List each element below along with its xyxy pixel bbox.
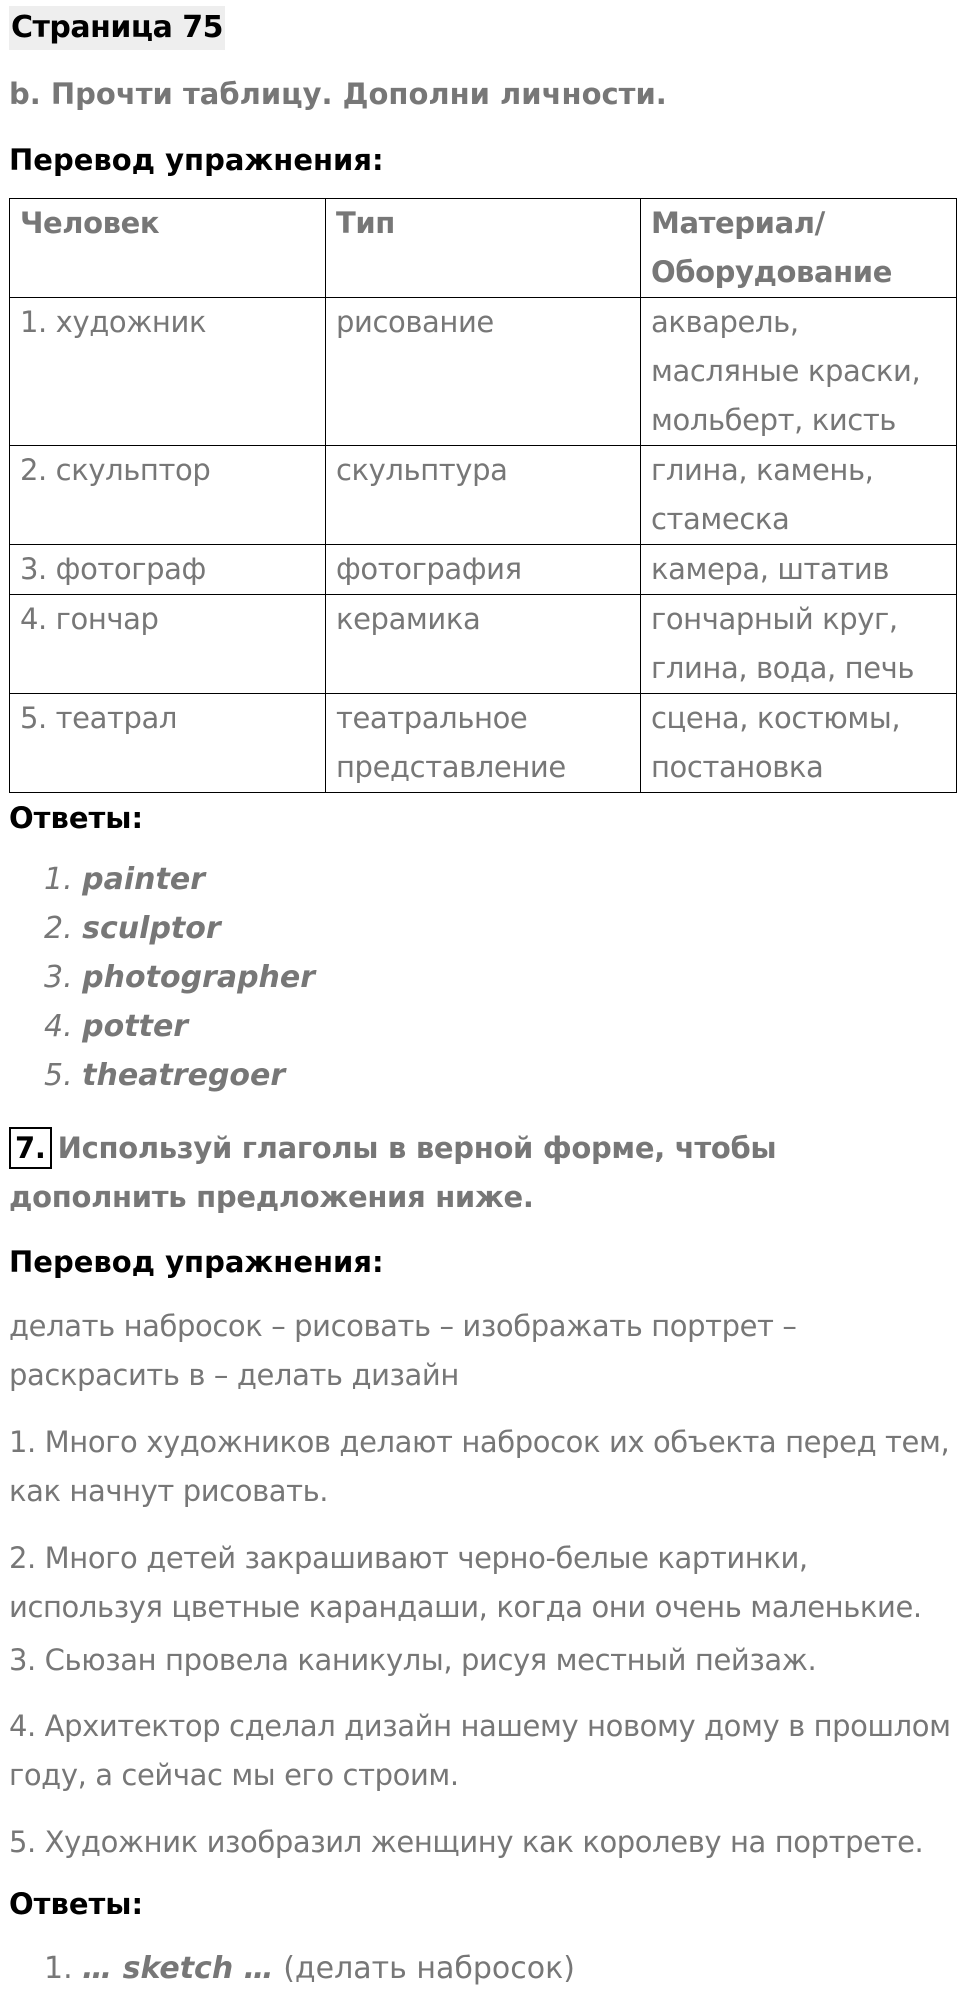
exercise-7-word-list: делать набросок – рисовать – изображать портрет – раскрасить в – делать дизайн xyxy=(9,1309,797,1392)
answer-keyword: … sketch … xyxy=(82,1951,274,1986)
table-row xyxy=(10,694,957,793)
answer-number: 1. xyxy=(44,1951,73,1986)
exercise-7-translation-label: Перевод упражнения: xyxy=(9,1245,384,1279)
list-item xyxy=(44,855,315,904)
answer-word: sculptor xyxy=(82,911,221,946)
answer-note: (делать набросок) xyxy=(283,1951,575,1986)
exercise-7-sentence: 1. Много художников делают набросок их объекта перед тем, как начнут рисовать. xyxy=(9,1425,950,1508)
list-item xyxy=(44,953,315,1002)
table-cell: 4. гончар xyxy=(10,595,326,694)
exercise-number-badge: 7. xyxy=(9,1127,52,1169)
exercise-7-sentence: 5. Художник изобразил женщину как королеву на портрете. xyxy=(9,1825,924,1859)
exercise-b-answers-list xyxy=(44,855,315,1100)
professions-table xyxy=(9,198,957,793)
table-cell: театральное представление xyxy=(326,694,641,793)
table-cell: акварель, масляные краски, мольберт, кисть xyxy=(641,298,957,446)
list-item xyxy=(44,1051,315,1100)
table-cell: глина, камень, стамеска xyxy=(641,446,957,545)
table-cell: керамика xyxy=(326,595,641,694)
answer-number: 3. xyxy=(44,960,73,995)
answer-word: painter xyxy=(82,862,206,897)
answer-word: potter xyxy=(82,1009,189,1044)
table-cell: 3. фотограф xyxy=(10,545,326,595)
exercise-b-translation-label: Перевод упражнения: xyxy=(9,143,384,177)
table-header-cell: Материал/ Оборудование xyxy=(641,199,957,298)
table-cell: 2. скульптор xyxy=(10,446,326,545)
table-cell: сцена, костюмы, постановка xyxy=(641,694,957,793)
exercise-7-first-answer xyxy=(44,1944,575,1993)
answer-number: 4. xyxy=(44,1009,73,1044)
answer-number: 2. xyxy=(44,911,73,946)
answer-number: 1. xyxy=(44,862,73,897)
list-item xyxy=(44,1002,315,1051)
answer-number: 5. xyxy=(44,1058,73,1093)
table-row xyxy=(10,446,957,545)
table-row xyxy=(10,595,957,694)
table-row xyxy=(10,545,957,595)
table-header-cell: Тип xyxy=(326,199,641,298)
table-cell: 1. художник xyxy=(10,298,326,446)
list-item xyxy=(44,904,315,953)
answer-word: photographer xyxy=(82,960,316,995)
table-cell: фотография xyxy=(326,545,641,595)
answer-word: theatregoer xyxy=(82,1058,286,1093)
exercise-b-title: b. Прочти таблицу. Дополни личности. xyxy=(9,77,667,111)
table-cell: камера, штатив xyxy=(641,545,957,595)
page-title: Страница 75 xyxy=(9,6,225,50)
exercise-7-answers-label: Ответы: xyxy=(9,1887,144,1921)
table-cell: скульптура xyxy=(326,446,641,545)
table-header-row xyxy=(10,199,957,298)
table-cell: рисование xyxy=(326,298,641,446)
exercise-7-sentence: 4. Архитектор сделал дизайн нашему новому дому в прошлом году, а сейчас мы его строим. xyxy=(9,1709,951,1792)
table-cell: гончарный круг, глина, вода, печь xyxy=(641,595,957,694)
table-cell: 5. театрал xyxy=(10,694,326,793)
exercise-7-title-block xyxy=(9,1124,954,1222)
table-header-cell: Человек xyxy=(10,199,326,298)
exercise-b-answers-label: Ответы: xyxy=(9,801,144,835)
exercise-7-sentence: 2. Много детей закрашивают черно-белые картинки, используя цветные карандаши, когда они очень маленькие. xyxy=(9,1541,922,1624)
table-row xyxy=(10,298,957,446)
exercise-7-sentence: 3. Сьюзан провела каникулы, рисуя местный пейзаж. xyxy=(9,1643,817,1677)
exercise-7-title: Используй глаголы в верной форме, чтобы дополнить предложения ниже. xyxy=(9,1131,777,1214)
